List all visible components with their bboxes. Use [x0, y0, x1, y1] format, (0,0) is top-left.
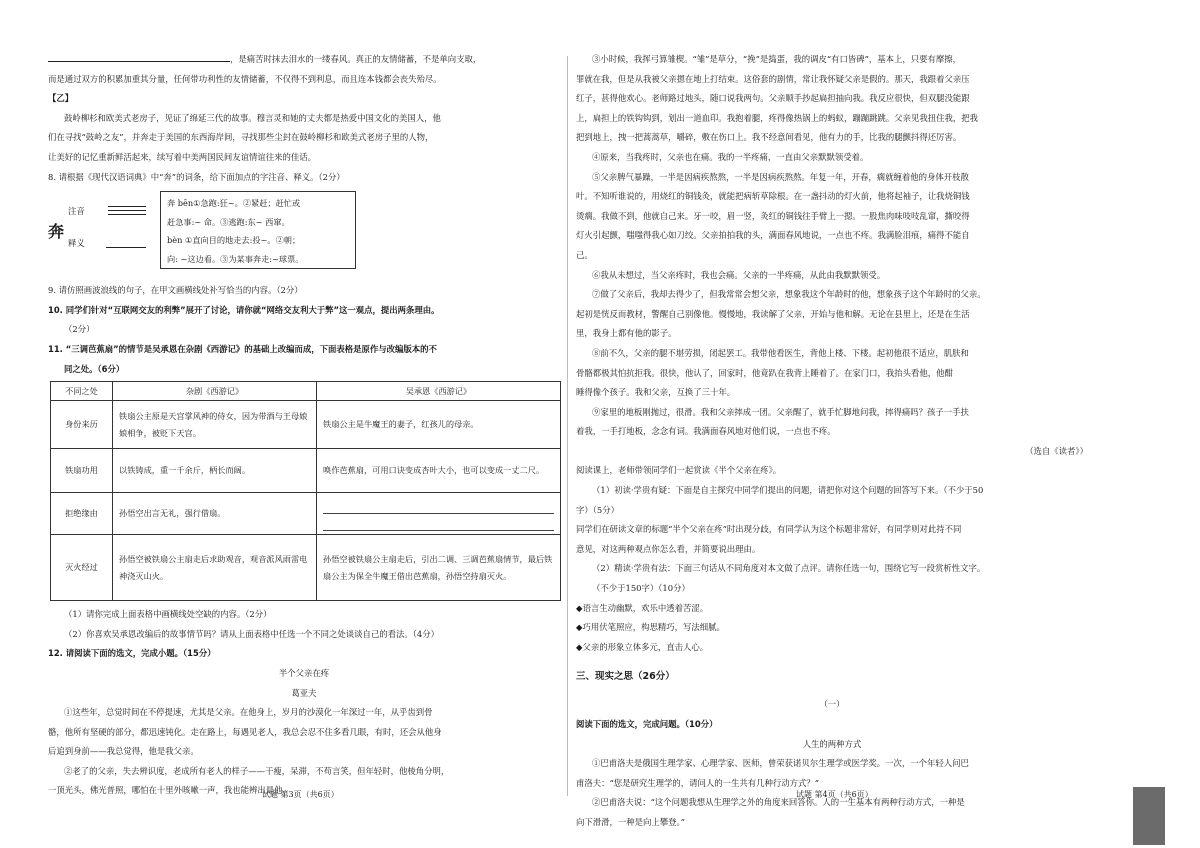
wu-cell: 铁扇公主是牛魔王的妻子，红孩儿的母亲。: [317, 401, 561, 449]
entry-character: 奔: [48, 222, 65, 242]
essay-line: 着我，一手打地板，念念有词。我满面春风地对他们说，一点也不疼。: [576, 426, 836, 437]
intro-line-2: 而是通过双方的积累加重其分量，任何带功利性的友情储蓄，不仅得不到利息，而且连本钱都会丧失殆尽。: [48, 73, 442, 84]
essay-source: （选自《读者》）: [1025, 445, 1088, 456]
dict-line: 赶急事:~ 命。③逃跑:东~ 西窜。: [167, 216, 290, 227]
essay-line: ④原来，当我疼时，父亲也在痛。我的一半疼痛，一直由父亲默默领受着。: [592, 151, 869, 162]
table-header-row: [51, 382, 561, 401]
table-row: [51, 493, 561, 535]
shiyi-label: 释义: [68, 238, 85, 249]
essay-author: 葛亚夫: [291, 687, 317, 698]
zaju-cell: 孙悟空出言无礼，强行借扇。: [113, 493, 317, 535]
task-1: 意见，对这两种观点你怎么看，并简要说出理由。: [576, 543, 761, 554]
wu-cell: 孙悟空被铁扇公主扇走后，引出二调、三调芭蕉扇情节，最后铁扇公主为保全牛魔王借出芭蕉扇，孙悟空持扇灭火。: [317, 535, 561, 601]
fill-blank[interactable]: [48, 52, 230, 62]
dictionary-box: [160, 191, 356, 269]
question-11: 11. “三调芭蕉扇”的情节是吴承恩在杂剧《西游记》的基础上改编而成，下面表格是原作与改编版本的不: [48, 343, 437, 354]
zhuyin-label: 注音: [68, 206, 85, 217]
yi-paragraph-line: 让美好的记忆重新鲜活起来，续写着中美两国民间友谊情谊往来的佳话。: [48, 151, 316, 162]
essay-line: 起初是恍反而教材，警醒自己别像他。慢慢地，我读解了父亲，开始与他和解。无论在县里上，还是在生活: [576, 308, 970, 319]
task-intro: 阅读课上，老师带领同学们一起赏读《半个父亲在疼》。: [576, 465, 782, 476]
essay2-line: ②巴甫洛夫说：“这个问题我想从生理学之外的角度来回答你。人的一生基本有两种行动方式，一种是: [592, 797, 965, 808]
comparison-table: [50, 381, 561, 601]
essay-line: ②老了的父亲，失去辨识度，老成所有老人的样子——干瘦，呆滞，不苟言笑，但年轻时，他棱角分明，: [64, 765, 450, 776]
essay-line: 罪就在我，但是从我被父亲摁在地上打结束。这俗套的剧情，常让我怀疑父亲是假的。那天，我跟着父亲压: [576, 73, 970, 84]
question-10: 10. 同学们针对“互联网交友的利弊”展开了讨论，请你就“网络交友利大于弊”这一观点，提出两条理由。: [48, 304, 440, 315]
essay-line: 灯火引起颤，嗤嗤得我心如刀绞。父亲拍拍我的头，满面春风地说，一点也不疼。我满脸泪痕，痛得不能自: [576, 230, 970, 241]
row-label: 铁扇功用: [51, 449, 113, 493]
table-row: [51, 535, 561, 601]
row-label: 身份来历: [51, 401, 113, 449]
essay-line: 把到地上，拽一把蒿蒿草，嚼碎，敷在伤口上。我不经意间看见，他有力的手，比我的腿颤抖得还厉害。: [576, 132, 962, 143]
essay-line: ⑧前不久，父亲的腿不堪劳损，闭起罢工。我带他看医生，背他上楼、下楼。起初他很不适应，肌肤和: [592, 347, 969, 358]
right-page: [576, 50, 1088, 833]
essay-line: 红子，甚得他欢心。老师路过地头，随口说我两句。父亲顺手抄起扁担抽向我。我反应很快，但双腿没能跟: [576, 93, 970, 104]
question-12: 12. 请阅读下面的选文，完成小题。（15分）: [48, 648, 216, 659]
page-divider: [567, 56, 568, 796]
question-9: 9. 请仿照画波浪线的句子，在甲文画横线处补写恰当的内容。（2分）: [48, 285, 303, 296]
section-3-heading: 三、现实之思（26分）: [576, 670, 675, 682]
task-1: （1）初读·学贵有疑：下面是自主探究中同学们提出的问题，请把你对这个问题的回答写下来。（不少于50: [592, 485, 984, 496]
table-row: [51, 449, 561, 493]
zhuyin-answer-lines[interactable]: [108, 206, 146, 218]
wu-cell: 唤作芭蕉扇，可用口诀变成杏叶大小，也可以变成一丈二尺。: [317, 449, 561, 493]
essay2-line: 甫洛夫：“您是研究生理学的，请问人的一生共有几种行动方式？”: [576, 777, 820, 788]
shiyi-answer-blank[interactable]: [106, 247, 146, 248]
essay-line: 叶。不知听谁说的，用烧红的铜钱灸，就能把病斩草除根。在一盏抖动的灯火前，他将起袖子，让我烧铜钱: [576, 191, 970, 202]
essay2-line: 向下滑滑，一种是向上攀登。”: [576, 816, 685, 827]
page-footer-left: 试题 第3页（共6页）: [262, 790, 339, 799]
row-label: 灭火经过: [51, 535, 113, 601]
table-header: 不同之处: [51, 382, 113, 401]
part-1-heading: （一）: [819, 699, 845, 710]
essay-line: 里，我身上都有他的影子。: [576, 328, 677, 339]
page-footer-right: 试题 第4页（共6页）: [796, 790, 873, 799]
essay-line: 一顶光头，佛光普照，哪怕在十里外咳嗽一声，我也能辨出是他。: [48, 785, 291, 796]
essay-title: 半个父亲在疼: [278, 667, 330, 678]
row-label: 拒绝缘由: [51, 493, 113, 535]
question-11-sub2: （2）你喜欢吴承恩改编后的故事情节吗？请从上面表格中任选一个不同之处谈谈自己的看法。（4分）: [64, 628, 439, 639]
bullet-item: ◆巧用伏笔照应，构思精巧，写法细腻。: [576, 622, 725, 633]
task-2: （2）精读·学贵有法：下面三句话从不同角度对本文做了点评。请你任选一句，围绕它写一段赏析性文字。: [592, 563, 986, 574]
essay-line: 骨骼都极其怕抗拒我。很快，他认了，回家时，他竟趴在我背上睡着了。在家门口，我抬头看他，他酣: [576, 367, 953, 378]
intro-line-1: ，是痛苦时抹去泪水的一缕春风。真正的友情储蓄，不是单向支取，: [48, 50, 560, 70]
table-row: [51, 401, 561, 449]
part-1-instruction: 阅读下面的选文，完成问题。（10分）: [576, 719, 718, 729]
essay-line: 睡得像个孩子。我和父亲，互换了三十年。: [576, 387, 736, 398]
essay-line: ⑤父亲脾气暴躁，一半是因病疾熬熬，一半是因病疾熬熬。年复一年，开春，瘸就缠着他的身体开枝散: [592, 171, 969, 182]
essay-line: ③小时候，我挥弓算雏楔。“雏”是草分，“挽”是捣蛋，我的调皮“有口皆碑”，基本上，只要有摩擦，: [592, 54, 962, 64]
question-8: 8. 请根据《现代汉语词典》中“奔”的词条，给下面加点的字注音、释义。（2分）: [48, 171, 345, 182]
dict-line: 向: ~这边看。③为某事奔走:~球票。: [167, 253, 304, 264]
section-yi-label: 【乙】: [48, 93, 74, 104]
essay2-title: 人生的两种方式: [802, 738, 862, 749]
question-10-score: （2分）: [64, 324, 95, 335]
table-header: 杂剧《西游记》: [113, 382, 317, 401]
task-2: （不少于150字）（10分）: [592, 583, 690, 594]
wu-cell-blank[interactable]: [317, 493, 561, 535]
bullet-item: ◆语言生动幽默，欢乐中透着苦涩。: [576, 602, 709, 613]
yi-paragraph-line: 们在寻找“鼓岭之友”，并奔走于美国的东西海岸间，寻找那些尘封在鼓岭柳杉和欧美式老房子里的人物，: [48, 132, 434, 143]
dictionary-entry-area: [48, 191, 560, 275]
left-page: [48, 50, 560, 801]
yi-paragraph-line: 鼓岭柳杉和欧美式老房子，见证了绵延三代的故事。穆言灵和她的丈夫都是热爱中国文化的美国人，他: [64, 112, 441, 123]
question-11-cont: 同之处。（6分）: [64, 363, 125, 374]
essay-line: ①这些年，总觉时间在不停提速，尤其是父亲。在他身上，岁月的沙漠化一年深过一年，从乎齿到骨: [64, 707, 433, 718]
table-header: 吴承恩《西游记》: [317, 382, 561, 401]
essay-line: 骼，他所有坚硬的部分，都迅速钝化。走在路上，每遇见老人，我总会忍不住多看几眼，有时，还会从他身: [48, 726, 442, 737]
essay-line: 己。: [576, 249, 593, 260]
zaju-cell: 以铁铸成，重一千余斤，柄长而阔。: [113, 449, 317, 493]
essay-line: 上，扁担上的铁钩钩到，划出一道血印。我抱着腿，疼得像热锅上的蚂蚁，蹦蹦跳跳。父亲见我扭住我，把我: [576, 112, 978, 123]
bullet-item: ◆父亲的形象立体多元，直击人心。: [576, 641, 709, 652]
question-11-sub1: （1）请你完成上面表格中画横线处空缺的内容。（2分）: [64, 609, 272, 620]
essay-line: ⑦做了父亲后，我却去得少了，但我常常会想父亲，想象我这个年龄时的他，想象孩子这个年龄时的父亲。: [592, 289, 986, 300]
task-1: 同学们在研读文章的标题“半个父亲在疼”时出现分歧，有同学认为这个标题非常好，有同学则对此持不同: [576, 524, 962, 535]
essay-line: ⑨家里的地板刚抛过，很滑。我和父亲摔成一团。父亲醒了，就手忙脚地问我，摔得痛吗？孩子一手扶: [592, 406, 969, 417]
essay2-line: ①巴甫洛夫是俄国生理学家、心理学家、医师，曾荣获诺贝尔生理学或医学奖。一次，一个年轻人问巴: [592, 758, 969, 769]
zaju-cell: 铁扇公主原是天宫掌风神的侍女，因为带酒与王母娘娘相争，被贬下天宫。: [113, 401, 317, 449]
zaju-cell: 孙悟空被铁扇公主扇走后求助观音，观音派风雨雷电神浇灭山火。: [113, 535, 317, 601]
essay-line: ⑥我从未想过，当父亲疼时，我也会痛。父亲的一半疼痛，从此由我默默领受。: [592, 269, 886, 280]
essay-line: 后追到身前——我总觉得，他是我父亲。: [48, 746, 199, 757]
task-1: 字）（5分）: [576, 504, 620, 515]
essay-line: 烫瘸。我做不到，他就自己来。牙一咬，眉一竖，灸红的铜钱往手臂上一摁。一股焦肉味吱吱乱窜，撕咬得: [576, 210, 970, 221]
dict-line: bèn ①直向目的地走去:投~。②朝；: [167, 235, 301, 246]
gray-block: [1133, 787, 1165, 845]
dict-line: 奔 bēn①急跑:狂~。②紧赶；赶忙或: [167, 198, 301, 209]
